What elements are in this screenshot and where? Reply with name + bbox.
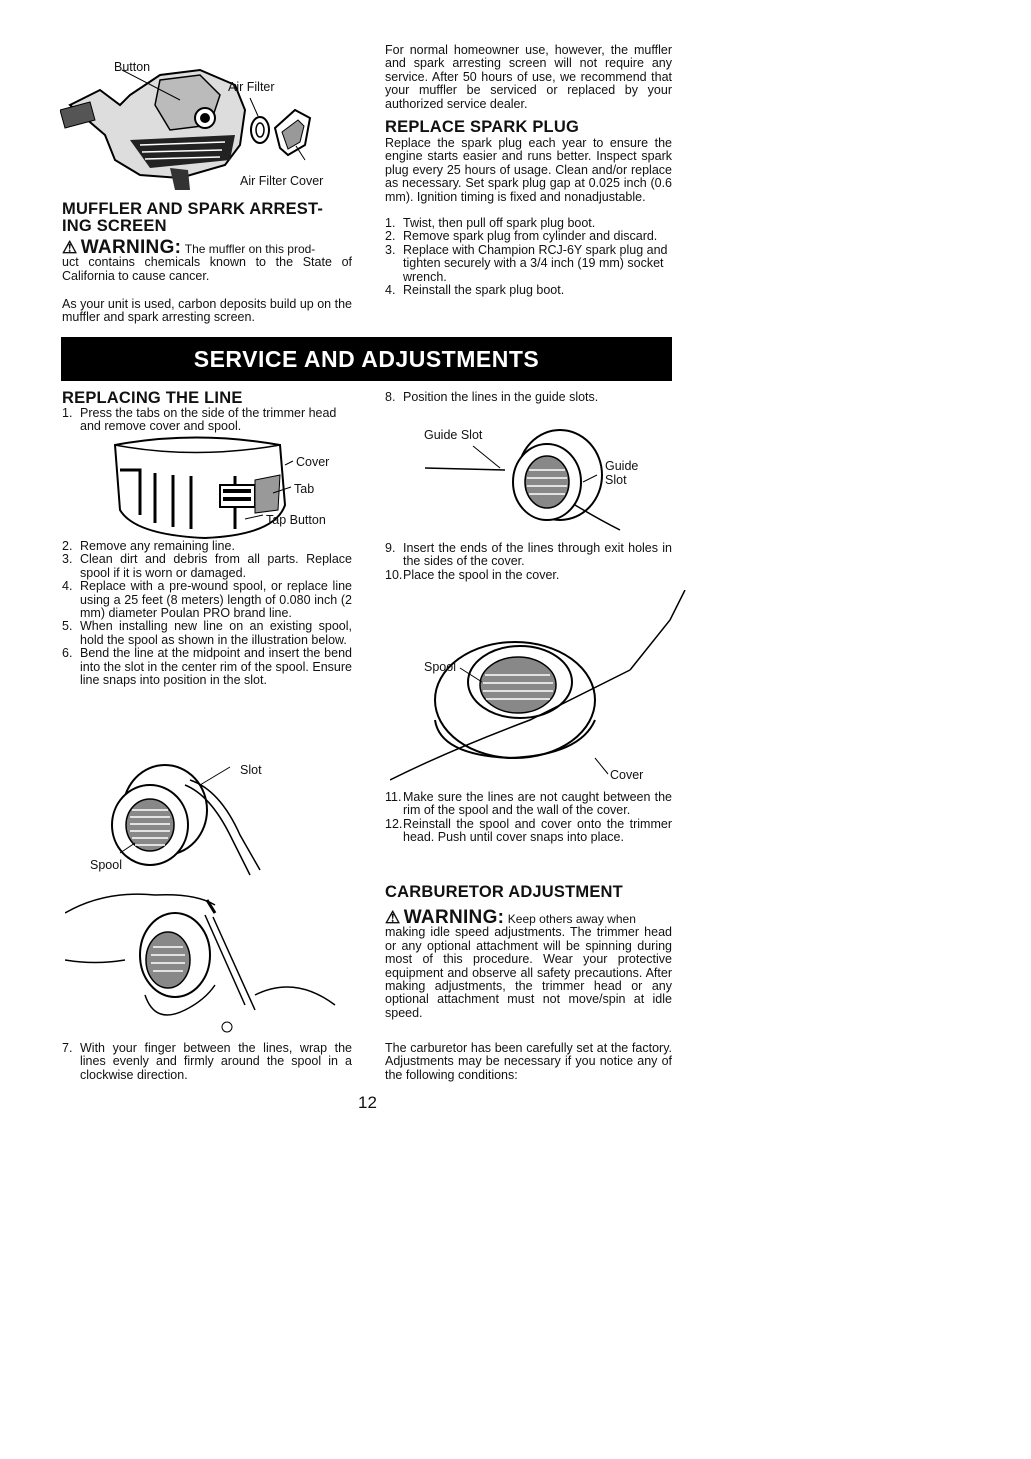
label-air-filter: Air Filter [228,80,275,94]
list-item: 1. Press the tabs on the side of the trimmer head and remove cover and spool. [62,406,337,434]
list-item: 7. With your finger between the lines, wrap the lines evenly and firmly around the spool in a clockwise direction. [62,1041,352,1082]
muffler-service-paragraph: For normal homeowner use, however, the muffler and spark arresting screen will not require any service. After 50 hours of use, we recommend that your muffler be serviced or replaced by your authorized service dealer. [385,43,672,111]
list-item: 6. Bend the line at the midpoint and insert the bend into the slot in the center rim of the spool. Ensure line snaps into position in the slot. [62,646,352,688]
replacing-line-heading: REPLACING THE LINE [62,389,243,407]
list-item: 5. When installing new line on an existing spool, hold the spool as shown in the illustration below. [62,619,352,647]
steps-9-10 [385,542,672,582]
list-item: 3. Clean dirt and debris from all parts. Replace spool if it is worn or damaged. [62,552,352,580]
hand-winding-illustration [65,885,345,1035]
muffler-warning [62,237,352,283]
label-tab: Tab [294,482,315,496]
warning-triangle-icon: ⚠ [62,238,78,257]
page-number: 12 [358,1093,377,1112]
warning-triangle-icon: ⚠ [385,908,401,927]
steps-2-6 [62,540,352,687]
list-item: 12. Reinstall the spool and cover onto the trimmer head. Push until cover snaps into place. [385,816,672,845]
list-item: 4. Reinstall the spark plug boot. [385,283,565,298]
label-air-filter-cover: Air Filter Cover [240,174,324,188]
label-guide-slot-left: Guide Slot [424,428,483,442]
warning-text-inline: The muffler on this prod- [184,242,316,256]
muffler-heading: MUFFLER AND SPARK ARREST- ING SCREEN [62,200,324,235]
step-1 [62,407,352,434]
list-item: 2. Remove spark plug from cylinder and discard. [385,229,658,244]
warning-text-rest: uct contains chemicals known to the State of California to cause cancer. [62,255,352,283]
label-button: Button [114,60,151,74]
step-8 [385,391,672,404]
warning-word: WARNING: [403,907,505,928]
spark-plug-heading: REPLACE SPARK PLUG [385,118,579,136]
steps-11-12 [385,791,672,845]
label-spool-cover-fig: Spool [424,660,456,674]
label-cover-cover-fig: Cover [610,768,644,782]
list-item: 8. Position the lines in the guide slots. [385,390,599,404]
warning-text-rest: making idle speed adjustments. The trimmer head or any optional attachment will be spinning during most of this procedure. Wear your protective equipment and observe all safety precautions. After making adjustments, the trimmer head or any optional attachment must not move/spin at idle speed. [385,925,672,1020]
warning-word: WARNING: [80,237,182,258]
list-item: 10. Place the spool in the cover. [385,567,560,582]
spark-plug-steps [385,217,672,297]
carburetor-heading: CARBURETOR ADJUSTMENT [385,883,623,901]
label-spool: Spool [90,858,122,872]
list-item: 4. Replace with a pre-wound spool, or replace line using a 25 feet (8 meters) length of 0.080 inch (2 mm) diameter Poulan PRO brand line. [62,579,352,621]
section-banner: SERVICE AND ADJUSTMENTS [61,337,672,381]
warning-text-inline: Keep others away when [507,912,636,926]
label-guide-slot-right: Guide Slot [605,459,639,487]
step-7 [62,1042,352,1082]
list-item: 3. Replace with Champion RCJ-6Y spark plug and tighten securely with a 3/4 inch (19 mm) socket wrench. [385,242,668,284]
list-item: 2. Remove any remaining line. [62,539,235,553]
label-cover: Cover [296,455,330,469]
spool-in-cover-illustration [390,590,690,790]
spark-plug-paragraph: Replace the spark plug each year to ensure the engine starts easier and runs better. Inspect spark plug every 25 hours of usage. Clean and/or replace as necessary. Set spark plug gap at 0.025 inch (0.6 mm). Ignition timing is fixed and nonadjustable. [385,136,672,204]
carburetor-paragraph: The carburetor has been carefully set at the factory. Adjustments may be necessary if you notice any of the following conditions: [385,1041,672,1082]
label-slot: Slot [240,763,262,777]
muffler-paragraph: As your unit is used, carbon deposits build up on the muffler and spark arresting screen. [62,297,352,325]
label-tap-button: Tap Button [266,513,326,527]
list-item: 1. Twist, then pull off spark plug boot. [385,216,596,230]
list-item: 11. Make sure the lines are not caught between the rim of the spool and the wall of the cover. [385,790,672,818]
list-item: 9. Insert the ends of the lines through exit holes in the sides of the cover. [385,541,672,569]
carburetor-warning [385,907,672,1020]
